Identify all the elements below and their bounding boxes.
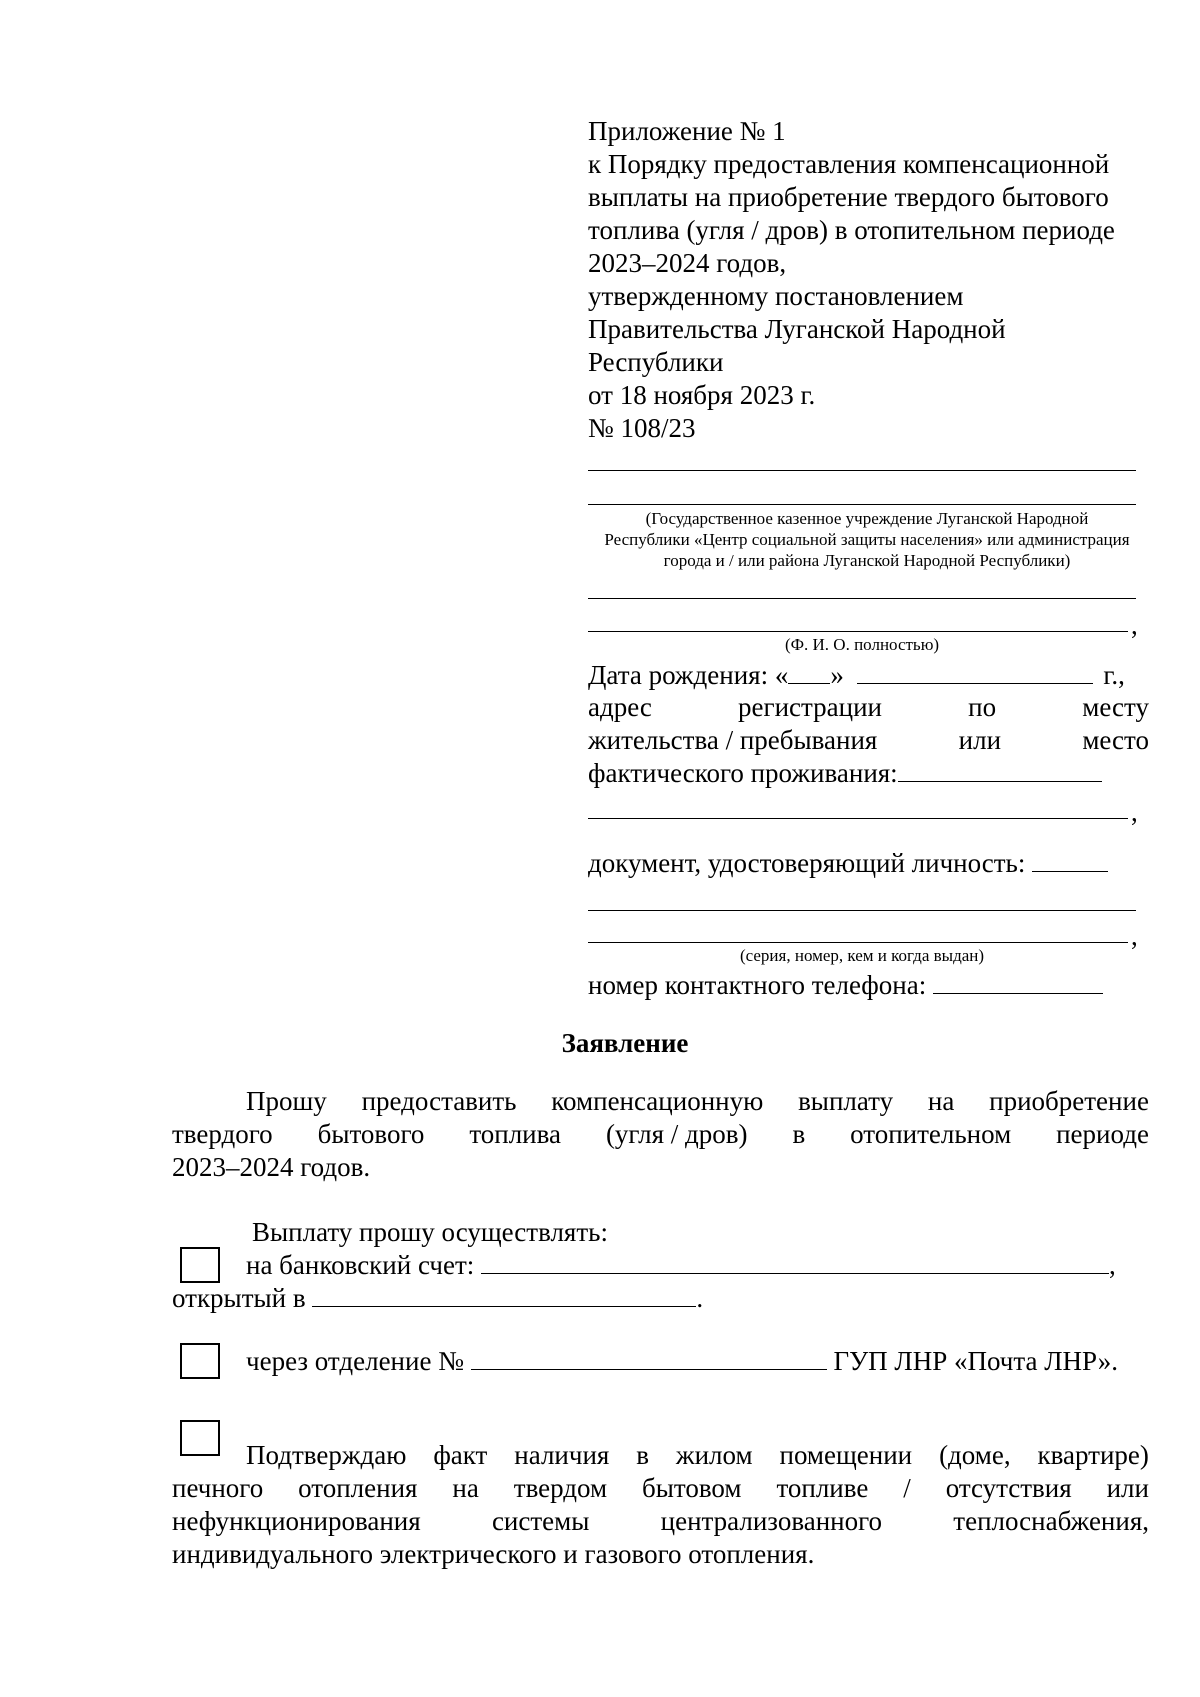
confirm-word: квартире) [1037, 1440, 1149, 1470]
institution-note-line: города и / или района Луганской Народной Республики) [663, 551, 1071, 570]
birth-day-field[interactable] [788, 661, 830, 684]
phone-row [588, 970, 1103, 1001]
opened-in-label: открытый в [172, 1283, 306, 1313]
confirm-line-3 [172, 1506, 1149, 1537]
header-line: от 18 ноября 2023 г. [588, 380, 816, 410]
document-field[interactable] [1032, 849, 1108, 872]
document-label: документ, удостоверяющий личность: [588, 848, 1026, 878]
address-row [588, 692, 1149, 723]
opened-in-field[interactable] [312, 1284, 696, 1307]
residence-word: или [958, 725, 1002, 755]
confirm-word: факт [433, 1440, 488, 1470]
request-word: отопительном [850, 1119, 1012, 1149]
request-word: на [927, 1086, 955, 1116]
residence-word: жительства / пребывания [588, 725, 878, 755]
confirm-word: теплоснабжения, [953, 1506, 1149, 1536]
fio-note: (Ф. И. О. полностью) [784, 635, 940, 654]
document-header [588, 115, 1115, 445]
address-word: адрес [588, 692, 652, 722]
confirm-word: твердом [513, 1473, 608, 1503]
header-line: к Порядку предоставления компенсационной [588, 149, 1110, 179]
request-word: в [792, 1119, 806, 1149]
request-line-1 [246, 1086, 1149, 1117]
address-comma: , [1131, 797, 1138, 827]
statement-title: Заявление [561, 1028, 689, 1058]
confirm-word: системы [491, 1506, 590, 1536]
institution-note-line: (Государственное казенное учреждение Луганской Народной [645, 509, 1089, 528]
birth-month-year-field[interactable] [857, 661, 1093, 684]
header-line: № 108/23 [588, 413, 696, 443]
request-word: топлива [469, 1119, 562, 1149]
confirm-word: печного [172, 1473, 264, 1503]
header-line: Правительства Луганской Народной [588, 314, 1006, 344]
fio-comma: , [1131, 610, 1138, 640]
header-line: топлива (угля / дров) в отопительном периоде [588, 215, 1115, 245]
document-note: (серия, номер, кем и когда выдан) [739, 946, 985, 965]
institution-note [578, 508, 1156, 571]
document-line-2[interactable] [588, 910, 1136, 911]
confirm-line-1 [246, 1440, 1149, 1471]
post-office-suffix: ГУП ЛНР «Почта ЛНР». [833, 1346, 1118, 1376]
actual-residence-row [588, 758, 1102, 789]
fio-line-1[interactable] [588, 598, 1136, 599]
institution-line-2[interactable] [588, 504, 1136, 505]
confirm-word: нефункционирования [172, 1506, 421, 1536]
address-word: месту [1082, 692, 1149, 722]
institution-note-line: Республики «Центр социальной защиты населения» или администрация [604, 530, 1130, 549]
document-line-3[interactable] [588, 942, 1128, 943]
confirm-word: централизованного [660, 1506, 882, 1536]
header-line: утвержденному постановлением [588, 281, 964, 311]
confirm-word: бытовом [642, 1473, 742, 1503]
request-word: компенсационную [551, 1086, 764, 1116]
confirm-word: / [903, 1473, 911, 1503]
document-comma: , [1131, 921, 1138, 951]
confirm-word: в [636, 1440, 649, 1470]
confirm-word: наличия [514, 1440, 610, 1470]
post-office-row [246, 1346, 1118, 1377]
phone-label: номер контактного телефона: [588, 970, 927, 1000]
request-word: (угля / дров) [605, 1119, 748, 1149]
institution-line-1[interactable] [588, 470, 1136, 471]
confirm-word: (доме, [939, 1440, 1011, 1470]
document-row [588, 848, 1108, 879]
confirm-word: отсутствия [945, 1473, 1072, 1503]
confirm-word: на [452, 1473, 479, 1503]
confirm-checkbox[interactable] [180, 1420, 220, 1456]
phone-field[interactable] [933, 971, 1103, 994]
header-line: выплаты на приобретение твердого бытового [588, 182, 1109, 212]
bank-account-row [246, 1250, 1116, 1281]
header-line: Республики [588, 347, 724, 377]
opened-in-row [172, 1283, 703, 1314]
bank-account-label: на банковский счет: [246, 1250, 475, 1280]
address-word: регистрации [738, 692, 882, 722]
header-line: Приложение № 1 [588, 116, 786, 146]
residence-row [588, 725, 1149, 756]
residence-word: место [1082, 725, 1149, 755]
request-word: твердого [172, 1119, 273, 1149]
birth-date-row [588, 660, 1148, 691]
post-office-checkbox[interactable] [180, 1343, 220, 1379]
request-word: предоставить [361, 1086, 517, 1116]
confirm-word: Подтверждаю [246, 1440, 407, 1470]
address-line-2[interactable] [588, 818, 1128, 819]
actual-residence-field[interactable] [898, 759, 1102, 782]
confirm-word: жилом [675, 1440, 753, 1470]
request-word: выплату [798, 1086, 894, 1116]
confirm-word: отопления [298, 1473, 418, 1503]
bank-account-comma: , [1109, 1250, 1116, 1280]
birth-date-label: Дата рождения: « [588, 660, 789, 690]
fio-line-2[interactable] [588, 631, 1128, 632]
address-word: по [968, 692, 997, 722]
confirm-word: помещении [779, 1440, 913, 1470]
confirm-word: или [1106, 1473, 1149, 1503]
bank-account-checkbox[interactable] [180, 1247, 220, 1283]
opened-in-period: . [696, 1283, 704, 1313]
actual-residence-label: фактического проживания: [588, 758, 898, 788]
request-line-2 [172, 1119, 1149, 1150]
request-word: приобретение [989, 1086, 1149, 1116]
bank-account-field[interactable] [481, 1251, 1109, 1274]
request-word: Прошу [246, 1086, 327, 1116]
birth-date-mid: » [830, 660, 844, 690]
confirm-line-2 [172, 1473, 1149, 1504]
post-office-number-field[interactable] [471, 1347, 827, 1370]
post-office-label: через отделение № [246, 1346, 464, 1376]
confirm-line-4: индивидуального электрического и газового отопления. [172, 1539, 815, 1569]
request-word: периоде [1056, 1119, 1149, 1149]
request-line-3: 2023–2024 годов. [172, 1152, 371, 1182]
birth-year-suffix: г., [1103, 660, 1125, 690]
request-word: бытового [317, 1119, 425, 1149]
header-line: 2023–2024 годов, [588, 248, 787, 278]
payment-intro: Выплату прошу осуществлять: [252, 1217, 608, 1247]
confirm-word: топливе [776, 1473, 869, 1503]
